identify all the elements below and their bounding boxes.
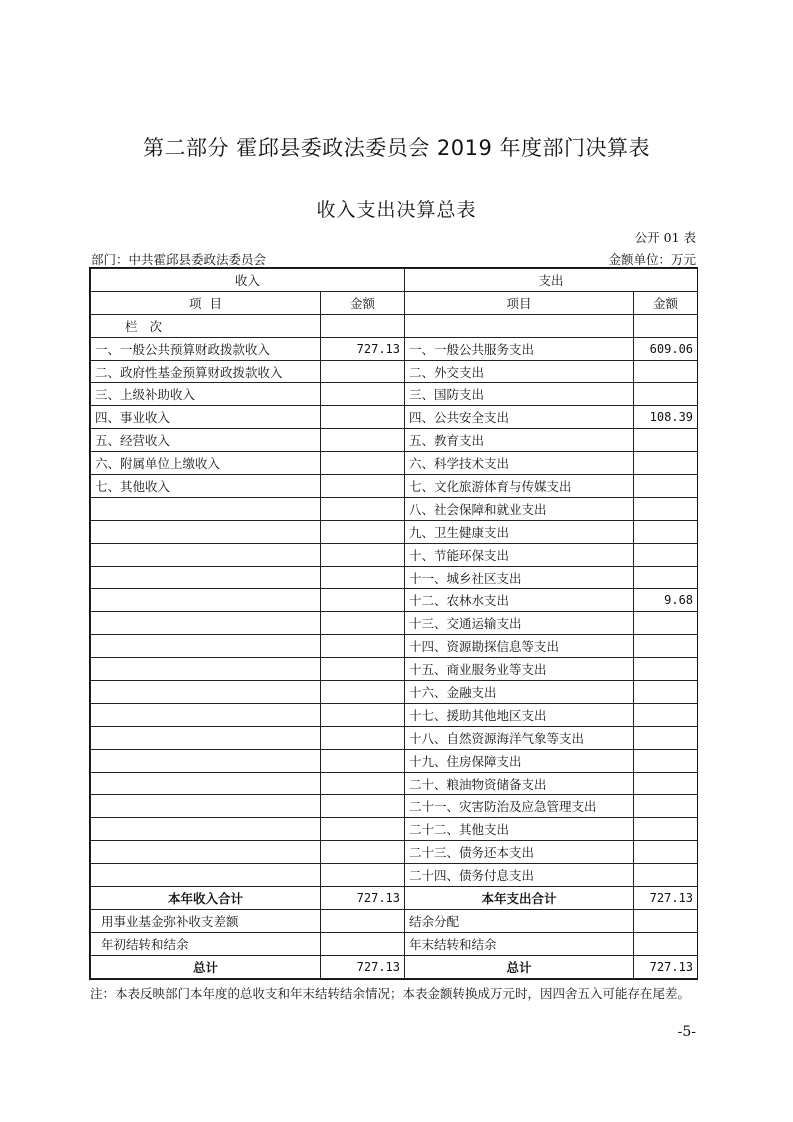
expense-item: 四、公共安全支出 [405, 406, 634, 429]
income-item: 五、经营收入 [91, 429, 321, 452]
table-row [91, 406, 698, 429]
expense-amount [634, 658, 698, 681]
table-row [91, 429, 698, 452]
expense-item: 十三、交通运输支出 [405, 612, 634, 635]
income-amount [321, 566, 405, 589]
column-header-row [91, 291, 698, 314]
expense-item: 年末结转和结余 [405, 932, 634, 955]
income-item [91, 635, 321, 658]
department-label: 部门：中共霍邱县委政法委员会 [91, 252, 267, 267]
expense-amount [634, 383, 698, 406]
lanci-row [91, 314, 698, 337]
income-amount [321, 932, 405, 955]
income-item [91, 612, 321, 635]
table-row [91, 452, 698, 475]
expense-amount [634, 566, 698, 589]
income-amount [321, 360, 405, 383]
table-row [91, 795, 698, 818]
expense-amount [634, 726, 698, 749]
table-row [91, 772, 698, 795]
income-item: 年初结转和结余 [91, 932, 321, 955]
table-row [91, 543, 698, 566]
expense-amount [634, 795, 698, 818]
income-amount [321, 612, 405, 635]
form-number: 公开 01 表 [634, 230, 696, 245]
income-amount [321, 406, 405, 429]
expense-amount [634, 475, 698, 498]
expense-item-header: 项目 [405, 291, 634, 314]
income-amount [321, 658, 405, 681]
table-row [91, 360, 698, 383]
expense-item: 三、国防支出 [405, 383, 634, 406]
expense-item: 八、社会保障和就业支出 [405, 497, 634, 520]
income-expense-summary-table [90, 268, 698, 979]
expense-item: 二十二、其他支出 [405, 818, 634, 841]
expense-amount [634, 520, 698, 543]
expense-item: 六、科学技术支出 [405, 452, 634, 475]
expense-amount: 9.68 [634, 589, 698, 612]
expense-amount [634, 909, 698, 932]
year-expense-total-label: 本年支出合计 [405, 887, 634, 910]
income-amount [321, 726, 405, 749]
income-item [91, 566, 321, 589]
income-item [91, 795, 321, 818]
expense-item: 十五、商业服务业等支出 [405, 658, 634, 681]
income-amount [321, 909, 405, 932]
income-item-header: 项 目 [91, 291, 321, 314]
income-amount [321, 749, 405, 772]
table-row [91, 520, 698, 543]
table-row [91, 726, 698, 749]
income-item: 二、政府性基金预算财政拨款收入 [91, 360, 321, 383]
expense-amount [634, 703, 698, 726]
income-item: 三、上级补助收入 [91, 383, 321, 406]
income-item [91, 703, 321, 726]
income-amount [321, 520, 405, 543]
income-item [91, 589, 321, 612]
income-item: 四、事业收入 [91, 406, 321, 429]
expense-item: 十六、金融支出 [405, 681, 634, 704]
expense-item: 二十、粮油物资储备支出 [405, 772, 634, 795]
expense-amount: 108.39 [634, 406, 698, 429]
expense-amount [634, 429, 698, 452]
lanci-cell [634, 314, 698, 337]
footnote: 注：本表反映部门本年度的总收支和年末结转结余情况；本表金额转换成万元时，因四舍五入可能存在尾差。 [90, 986, 691, 1001]
expense-item: 十七、援助其他地区支出 [405, 703, 634, 726]
extra-row [91, 909, 698, 932]
table-row [91, 589, 698, 612]
income-item [91, 772, 321, 795]
table-row [91, 383, 698, 406]
expense-amount [634, 612, 698, 635]
page-title: 第二部分 霍邱县委政法委员会 2019 年度部门决算表 [143, 136, 650, 160]
expense-amount [634, 635, 698, 658]
income-item [91, 497, 321, 520]
expense-amount [634, 772, 698, 795]
table-row [91, 749, 698, 772]
expense-item: 二、外交支出 [405, 360, 634, 383]
income-item [91, 864, 321, 887]
expense-amount [634, 932, 698, 955]
expense-amount [634, 497, 698, 520]
expense-item: 十九、住房保障支出 [405, 749, 634, 772]
income-amount-header: 金额 [321, 291, 405, 314]
expense-amount [634, 841, 698, 864]
income-amount [321, 818, 405, 841]
expense-item: 五、教育支出 [405, 429, 634, 452]
year-income-total-amount: 727.13 [321, 887, 405, 910]
income-item [91, 726, 321, 749]
income-amount [321, 864, 405, 887]
grand-expense-total-amount: 727.13 [634, 955, 698, 978]
year-expense-total-amount: 727.13 [634, 887, 698, 910]
income-item [91, 520, 321, 543]
income-item [91, 749, 321, 772]
expense-amount [634, 749, 698, 772]
grand-income-total-amount: 727.13 [321, 955, 405, 978]
expense-amount [634, 543, 698, 566]
table-row [91, 635, 698, 658]
income-item: 七、其他收入 [91, 475, 321, 498]
income-amount [321, 703, 405, 726]
table-row [91, 864, 698, 887]
expense-amount [634, 360, 698, 383]
income-item [91, 841, 321, 864]
income-amount [321, 795, 405, 818]
income-amount [321, 475, 405, 498]
expense-item: 二十四、债务付息支出 [405, 864, 634, 887]
expense-item: 结余分配 [405, 909, 634, 932]
expense-item: 十、节能环保支出 [405, 543, 634, 566]
table-title: 收入支出决算总表 [316, 199, 477, 221]
table-row [91, 841, 698, 864]
lanci-cell [405, 314, 634, 337]
table-row [91, 475, 698, 498]
income-group-header: 收入 [91, 269, 405, 292]
expense-item: 二十一、灾害防治及应急管理支出 [405, 795, 634, 818]
income-amount [321, 383, 405, 406]
income-amount: 727.13 [321, 337, 405, 360]
income-item: 用事业基金弥补收支差额 [91, 909, 321, 932]
table-row [91, 818, 698, 841]
extra-row [91, 932, 698, 955]
expense-item: 七、文化旅游体育与传媒支出 [405, 475, 634, 498]
expense-item: 十四、资源勘探信息等支出 [405, 635, 634, 658]
expense-amount [634, 818, 698, 841]
expense-item: 十二、农林水支出 [405, 589, 634, 612]
income-item [91, 543, 321, 566]
expense-item: 十八、自然资源海洋气象等支出 [405, 726, 634, 749]
grand-total-row [91, 955, 698, 978]
group-header-row [91, 269, 698, 292]
page-number: -5- [677, 1024, 696, 1040]
expense-item: 九、卫生健康支出 [405, 520, 634, 543]
amount-unit-label: 金额单位：万元 [608, 252, 696, 267]
table-row [91, 658, 698, 681]
lanci-cell [321, 314, 405, 337]
table-row [91, 566, 698, 589]
expense-item: 一、一般公共服务支出 [405, 337, 634, 360]
income-amount [321, 497, 405, 520]
income-item: 一、一般公共预算财政拨款收入 [91, 337, 321, 360]
lanci-label: 栏 次 [91, 314, 321, 337]
year-income-total-label: 本年收入合计 [91, 887, 321, 910]
expense-amount-header: 金额 [634, 291, 698, 314]
expense-amount [634, 681, 698, 704]
expense-amount [634, 452, 698, 475]
income-amount [321, 841, 405, 864]
grand-expense-total-label: 总计 [405, 955, 634, 978]
income-amount [321, 429, 405, 452]
table-row [91, 497, 698, 520]
year-total-row [91, 887, 698, 910]
expense-amount: 609.06 [634, 337, 698, 360]
expense-amount [634, 864, 698, 887]
income-amount [321, 635, 405, 658]
income-amount [321, 452, 405, 475]
expense-item: 十一、城乡社区支出 [405, 566, 634, 589]
income-item [91, 681, 321, 704]
income-item: 六、附属单位上缴收入 [91, 452, 321, 475]
grand-income-total-label: 总计 [91, 955, 321, 978]
table-row [91, 337, 698, 360]
income-amount [321, 772, 405, 795]
expense-group-header: 支出 [405, 269, 698, 292]
table-row [91, 612, 698, 635]
expense-item: 二十三、债务还本支出 [405, 841, 634, 864]
income-amount [321, 681, 405, 704]
table-row [91, 703, 698, 726]
income-amount [321, 589, 405, 612]
table-row [91, 681, 698, 704]
income-amount [321, 543, 405, 566]
income-item [91, 818, 321, 841]
income-item [91, 658, 321, 681]
